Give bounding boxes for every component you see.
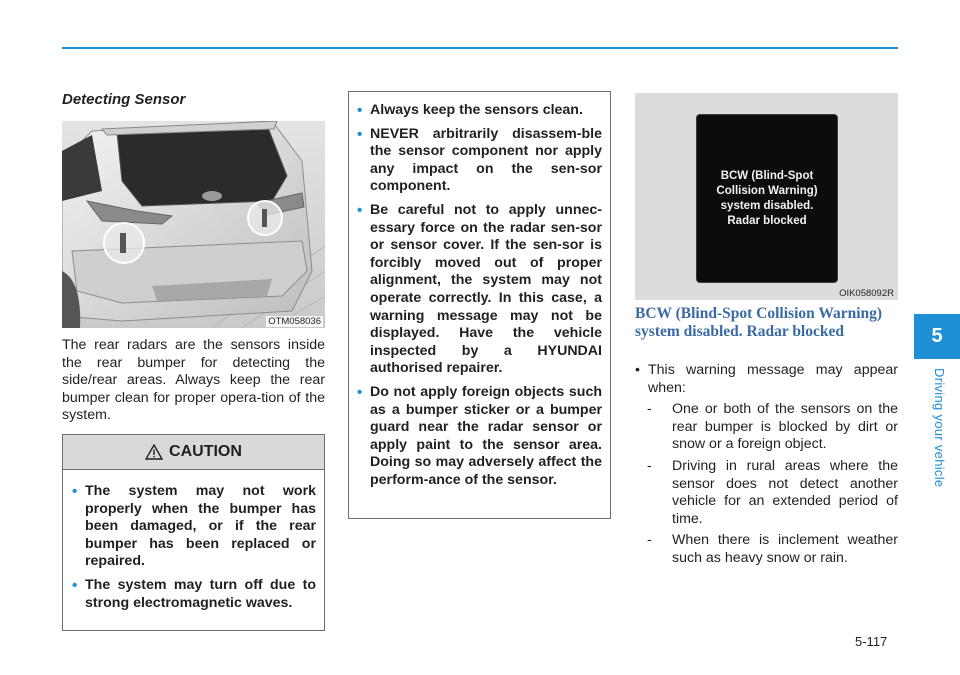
bullet-dot-icon: •: [357, 201, 363, 219]
bcw-subheading: BCW (Blind-Spot Collision Warning) system disabled. Radar blocked: [635, 305, 883, 340]
cluster-lcd-screen: [696, 114, 838, 283]
header-rule: [62, 47, 898, 49]
warning-triangle-icon: [145, 444, 163, 460]
list-item: - Driving in rural areas where the sensor does not detect another vehicle for an extended period of time.: [647, 457, 898, 527]
bullet-dot-icon: •: [72, 576, 78, 594]
sensor-care-box: [348, 91, 611, 519]
intro-paragraph: The rear radars are the sensors inside the rear bumper for detecting the side/rear areas. Always keep the rear bumper clean for proper opera-tion of the system.: [62, 337, 325, 424]
list-item: • NEVER arbitrarily disassem-ble the sensor component nor apply any impact on the sen-sor component.: [357, 125, 602, 195]
bullet-dot-icon: •: [72, 483, 78, 500]
chapter-label: Driving your vehicle: [932, 368, 947, 488]
figure-code: OTM058036: [268, 316, 321, 327]
rear-bumper-illustration: [62, 121, 325, 328]
dash-icon: -: [647, 532, 652, 549]
list-item: • The system may not work properly when the bumper has been damaged, or if the rear bumper has been replaced or repaired.: [72, 483, 316, 570]
cluster-display-figure: [635, 93, 898, 300]
list-item: • The system may turn off due to strong electromagnetic waves.: [72, 576, 316, 611]
figure-code: OIK058092R: [839, 288, 894, 299]
dash-icon: -: [647, 401, 652, 418]
section-title: Detecting Sensor: [62, 91, 186, 108]
caution-title: CAUTION: [169, 443, 242, 460]
caution-list: [63, 470, 324, 612]
list-item: - One or both of the sensors on the rear bumper is blocked by dirt or snow or a foreign object.: [647, 401, 898, 453]
list-item: • Always keep the sensors clean.: [357, 102, 583, 119]
dash-icon: -: [647, 457, 652, 474]
chapter-tab: 5: [914, 314, 960, 359]
list-item: • Be careful not to apply unnec-essary force on the radar sen-sor or sensor cover. If the sen-sor is forcibly moved out of proper alignment, the system may not operate correctly. In this case, a warning message may not be displayed. Have the vehicle inspected by a HYUNDAI authorised repairer.: [357, 201, 602, 377]
bcw-conditions: [635, 362, 898, 568]
bullet-dot-icon: •: [357, 125, 363, 143]
page-number: 5-117: [855, 634, 888, 649]
list-item: - When there is inclement weather such as heavy snow or rain.: [647, 532, 898, 566]
lcd-message: BCW (Blind-Spot Collision Warning) system disabled. Radar blocked: [716, 169, 818, 227]
sensor-care-list: [357, 102, 602, 489]
bullet-dot-icon: •: [357, 383, 363, 401]
bullet-dot-icon: •: [635, 362, 640, 378]
bullet-dot-icon: •: [357, 102, 363, 119]
caution-header: [63, 435, 324, 470]
list-item: • This warning message may appear when:: [635, 362, 898, 396]
caution-box: [62, 434, 325, 631]
list-item: • Do not apply foreign objects such as a bumper sticker or a bumper guard near the radar sensor or apply paint to the sensor area. Doing so may adversely affect the perform-ance of the sensor.: [357, 383, 602, 488]
rear-bumper-figure: [62, 121, 325, 328]
